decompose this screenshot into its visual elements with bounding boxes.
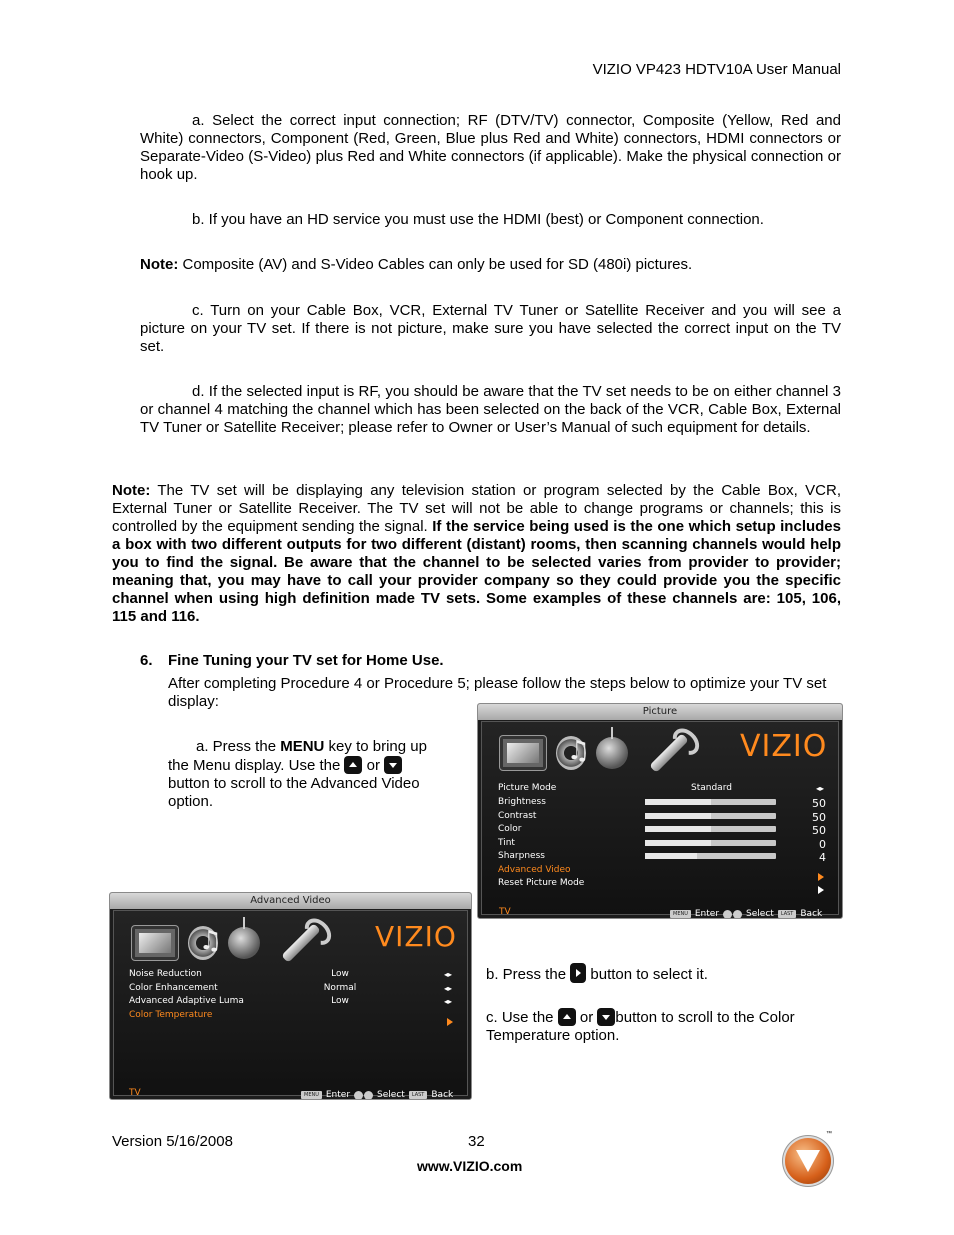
network-icon [596,737,628,769]
audio-icon: ♫ [188,926,218,960]
right-arrow-icon [570,963,586,983]
step-b-text: button to select it. [586,966,708,983]
reset-picture-mode-item[interactable]: Reset Picture Mode [498,878,585,888]
step-c [486,1008,841,1045]
picture-setting-slider[interactable] [645,853,776,859]
step-c-text: button to scroll to the Color Temperature option. [486,1009,795,1044]
osd-footer [670,905,822,919]
vizio-logo: VIZIO [740,729,828,764]
back-label: Back [431,1090,454,1100]
step-a-text: key to bring up the Menu display. Use the [168,738,427,774]
slider-fill [645,826,711,832]
step-b-text: b. Press the [486,966,571,983]
vizio-v-logo [785,1138,831,1184]
audio-icon: ♫ [556,736,586,770]
color-temperature-item[interactable]: Color Temperature [129,1010,213,1020]
footer-url: www.VIZIO.com [417,1158,523,1174]
vizio-logo: VIZIO [375,920,457,953]
slider-fill [645,813,711,819]
menu-key-label: MENU [280,738,325,755]
paragraph-c: c. Turn on your Cable Box, VCR, External TV Tuner or Satellite Receiver and you will see a picture on your TV set. If there is not picture, make sure you have selected the correct input on the TV set. [140,302,841,355]
right-button-icon [733,910,742,919]
network-icon [228,927,260,959]
back-label: Back [800,909,823,919]
arrow-right-icon [447,1012,453,1030]
paragraph-b: b. If you have an HD service you must use the HDMI (best) or Component connection. [192,211,764,228]
section-intro: After completing Procedure 4 or Procedure 5; please follow the steps below to optimize your TV set display: [168,675,827,710]
enter-label: Enter [694,909,720,919]
picture-mode-label: Picture Mode [498,783,557,793]
section-title: Fine Tuning your TV set for Home Use. [168,652,444,669]
slider-fill [645,840,711,846]
picture-setting-slider[interactable] [645,799,776,805]
osd-icon-bar [132,926,324,960]
step-a-text: button to scroll to the Advanced Video option. [168,775,420,810]
select-label: Select [746,909,774,919]
picture-setting-value: 4 [819,851,826,865]
osd-picture-menu [477,703,843,919]
picture-setting-label[interactable]: Brightness [498,797,546,807]
left-button-icon [723,910,732,919]
section-number: 6. [140,652,153,669]
tv-icon [500,736,546,770]
slider-fill [645,799,711,805]
arrow-right-icon [818,880,824,898]
step-c-or: or [575,1009,598,1026]
down-arrow-icon [597,1008,615,1026]
step-b [486,963,841,984]
osd-advanced-video-menu [109,892,472,1100]
osd-footer [301,1086,453,1100]
picture-setting-label[interactable]: Tint [498,837,515,848]
note-label: Note: [112,482,151,499]
source-label: TV [129,1088,141,1098]
advanced-setting-label[interactable]: Noise Reduction [129,969,202,979]
picture-setting-label[interactable]: Color [498,824,522,835]
picture-setting-value: 50 [812,797,826,810]
last-button-icon: LAST [409,1091,428,1099]
last-button-icon: LAST [778,910,797,918]
note-signal [112,482,841,626]
menu-button-icon: MENU [670,910,691,918]
left-button-icon [354,1091,363,1100]
picture-setting-value: 0 [819,837,826,851]
left-right-icon: ◂▸ [816,784,825,793]
note-label: Note: [140,256,179,273]
picture-setting-value: 50 [812,824,826,838]
note-text: The TV set will be displaying any television station or program selected by the Cable Box, VCR, External Tuner or Satellite Receiver. The TV set will not be able to change programs or channels; this is controlled by the equipment sending the signal. [112,482,841,535]
paragraph-d: d. If the selected input is RF, you should be aware that the TV set needs to be on either channel 3 or channel 4 matching the channel which has been selected on the back of the VCR, Cable Box, External TV Tuner or Satellite Receiver; please refer to Owner or User’s Manual of such equipment for details. [140,383,841,436]
menu-button-icon: MENU [301,1091,322,1099]
source-label: TV [499,907,511,917]
advanced-setting-label[interactable]: Color Enhancement [129,982,218,993]
down-arrow-icon [384,756,402,774]
picture-setting-value: 50 [812,810,826,824]
step-a [168,738,440,811]
setup-wrench-icon [649,733,689,773]
picture-setting-slider[interactable] [645,826,776,832]
note-sd [140,256,841,274]
osd-title: Picture [478,704,842,720]
note-text: Composite (AV) and S-Video Cables can only be used for SD (480i) pictures. [178,256,693,273]
osd-title: Advanced Video [110,893,471,909]
picture-setting-label[interactable]: Sharpness [498,851,545,862]
up-arrow-icon [344,756,362,774]
advanced-setting-value: Low [331,969,349,979]
step-a-text: a. Press the [196,738,281,755]
setup-wrench-icon [281,923,321,963]
page-header: VIZIO VP423 HDTV10A User Manual [592,61,841,78]
picture-setting-slider[interactable] [645,813,776,819]
note-bold-text: If the service being used is the one which setup includes a box with two different outputs for two different (distant) rooms, then scanning channels would help you to find the signal. Be aware that the channel to be selected varies from provider to provider; meaning that, you may have to call your provider company so they could provide you the specific channel when using high definition made TV sets. Some examples of these channels are: 105, 106, 115 and 116. [112,518,841,625]
picture-mode-value: Standard [691,783,732,793]
paragraph-a: a. Select the correct input connection; RF (DTV/TV) connector, Composite (Yellow, Red and White) connectors, Component (Red, Green, Blue plus Red and White) connectors, HDMI connectors or Separate-Video (S-Video) plus Red and White connectors (if applicable). Make the physical connection or hook up. [140,112,841,183]
trademark-symbol: ™ [826,1131,832,1137]
right-button-icon [364,1091,373,1100]
tv-icon [132,926,178,960]
picture-setting-slider[interactable] [645,840,776,846]
page-number: 32 [468,1133,485,1150]
advanced-setting-value: Low [331,996,349,1006]
advanced-setting-value: Normal [323,982,357,993]
osd-icon-bar [500,736,692,770]
section-heading [140,652,841,670]
left-right-icon: ◂▸ [444,970,453,979]
step-a-or: or [362,757,385,774]
left-right-icon: ◂▸ [444,997,453,1006]
enter-label: Enter [325,1090,351,1100]
slider-fill [645,853,697,859]
advanced-setting-label[interactable]: Advanced Adaptive Luma [129,996,244,1006]
left-right-icon: ◂▸ [444,983,453,993]
footer-version: Version 5/16/2008 [112,1133,233,1150]
step-c-text: c. Use the [486,1009,558,1026]
select-label: Select [377,1090,405,1100]
vizio-v-logo-mark [785,1138,831,1184]
up-arrow-icon [558,1008,576,1026]
advanced-video-item[interactable]: Advanced Video [498,865,571,875]
picture-setting-label[interactable]: Contrast [498,810,537,821]
